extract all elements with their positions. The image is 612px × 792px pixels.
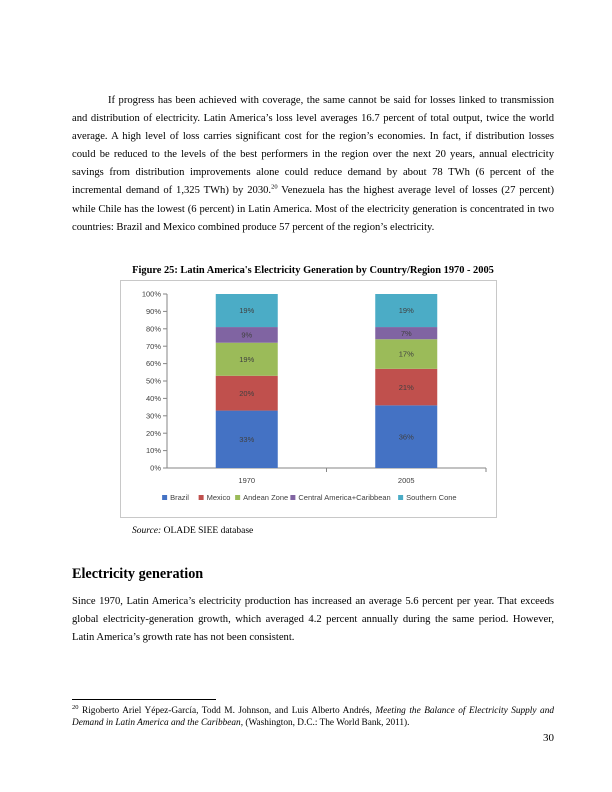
legend-label: Brazil [170,493,189,502]
data-label: 20% [239,388,255,398]
stacked-bar-chart [121,281,496,517]
data-label: 21% [398,382,414,392]
data-label: 19% [239,306,255,316]
footnote-authors: Rigoberto Ariel Yépez-García, Todd M. Johnson, and Luis Alberto Andrés, [78,706,376,716]
legend-label: Southern Cone [406,493,457,502]
chart-container [120,280,497,518]
y-tick-label: 100% [141,289,161,299]
footnote-reference[interactable]: 20 [271,183,278,191]
y-tick-label: 20% [145,428,161,438]
legend-swatch [199,495,204,500]
y-tick-label: 30% [145,411,161,421]
y-tick-label: 10% [145,446,161,456]
page-number: 30 [543,732,554,744]
source-text: OLADE SIEE database [161,526,254,536]
paragraph-text-continued: Venezuela has the highest average level of losses (27 percent) while Chile has the lowest (6 percent) in Latin America. Most of the electricity generation is concentrated in two countries: Brazil and Mexico combined produce 57 percent of the region’s electricity. [72,185,554,233]
legend-swatch [235,495,240,500]
footnote-rest: (Washington, D.C.: The World Bank, 2011). [243,718,410,728]
body-paragraph-losses [72,92,554,237]
data-label: 19% [398,306,414,316]
legend-label: Andean Zone [243,493,289,502]
legend-label: Mexico [206,493,231,502]
legend-swatch [398,495,403,500]
legend-label: Central America+Caribbean [298,493,391,502]
footnote-divider [72,699,216,700]
body-paragraph-growth: Since 1970, Latin America’s electricity production has increased an average 5.6 percent per year. That exceeds global electricity-generation growth, which averaged 4.2 percent annually during the same period. However, Latin America’s growth rate has not been consistent. [72,596,554,644]
paragraph-text: If progress has been achieved with coverage, the same cannot be said for losses linked to transmission and distribution of electricity. Latin America’s loss level averages 16.7 percent of total output, twice the world average. A high level of loss carries significant cost for the region’s economies. In fact, if distribution losses could be reduced to the levels of the best performers in the region over the next 20 years, annual electricity savings from distribution improvements alone could reduce demand by about 78 TWh (6 percent of the incremental demand of 1,325 TWh) by 2030. [72,95,554,197]
x-tick-label: 2005 [397,476,415,485]
data-label: 17% [398,349,414,359]
footnote-number: 20 [72,703,79,711]
y-tick-label: 50% [145,376,161,386]
y-tick-label: 40% [145,394,161,403]
data-label: 19% [239,354,255,364]
legend-swatch [162,495,167,500]
source-label: Source: [132,526,162,536]
figure-source [132,526,253,536]
footnote [72,705,554,729]
data-label: 36% [398,432,414,442]
y-tick-label: 60% [145,359,161,369]
section-heading: Electricity generation [72,566,204,582]
figure-title: Figure 25: Latin America's Electricity Generation by Country/Region 1970 - 2005 [132,265,494,276]
y-tick-label: 0% [150,463,161,473]
footnote-title: Meeting the Balance of Electricity Supply and Demand in Latin America and the Caribbean, [72,706,554,728]
data-label: 9% [241,330,253,340]
data-label: 7% [400,328,412,338]
y-tick-label: 90% [145,307,161,316]
y-tick-label: 70% [145,341,161,351]
legend-swatch [290,495,295,500]
data-label: 33% [239,434,255,444]
x-tick-label: 1970 [238,476,256,485]
y-tick-label: 80% [145,324,161,334]
